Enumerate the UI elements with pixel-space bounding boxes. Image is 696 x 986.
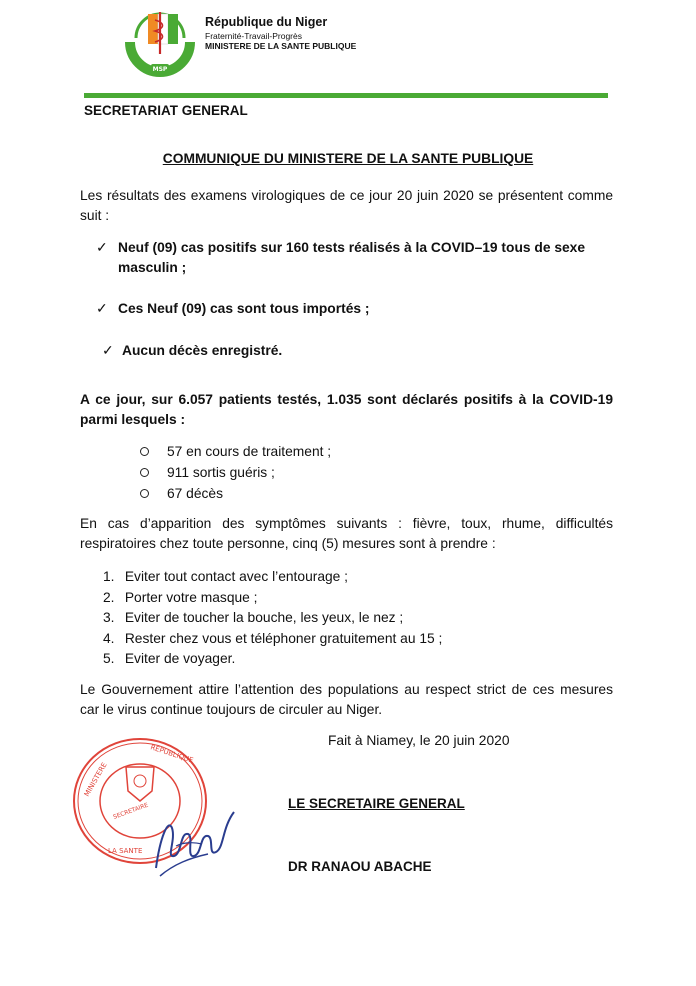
document-title: COMMUNIQUE DU MINISTERE DE LA SANTE PUBLIQUE xyxy=(162,151,534,166)
list-number: 3. xyxy=(103,610,115,625)
list-item-text: Eviter tout contact avec l’entourage ; xyxy=(124,569,349,584)
list-item-text: 911 sortis guéris ; xyxy=(167,465,275,480)
list-item-text: Eviter de voyager. xyxy=(124,651,236,666)
summary-text: A ce jour, sur 6.057 patients testés, 1.035 sont déclarés positifs à la COVID-19 parmi lesquels : xyxy=(80,392,613,427)
breakdown-list xyxy=(140,441,331,504)
header-motto: Fraternité-Travail-Progrès xyxy=(205,31,302,41)
finding-text: Aucun décès enregistré. xyxy=(122,343,283,358)
list-item xyxy=(103,567,442,588)
list-item-text: Porter votre masque ; xyxy=(124,589,258,605)
finding-text: Neuf (09) cas positifs sur 160 tests réalisés à la COVID–19 tous de sexe masculin ; xyxy=(118,240,586,275)
checkmark-icon: ✓ xyxy=(102,343,114,358)
svg-text:MINISTERE: MINISTERE xyxy=(82,761,109,798)
checkmark-icon: ✓ xyxy=(96,301,108,316)
svg-text:LA SANTE: LA SANTE xyxy=(108,847,143,855)
list-item-text: 57 en cours de traitement ; xyxy=(167,444,332,459)
circle-bullet-icon xyxy=(140,447,149,456)
intro-text: Les résultats des examens virologiques de ce jour 20 juin 2020 se présentent comme suit : xyxy=(80,188,613,223)
list-number: 1. xyxy=(103,569,115,584)
circle-bullet-icon xyxy=(140,489,149,498)
list-item xyxy=(140,483,331,504)
list-item-text: Eviter de toucher la bouche, les yeux, le nez ; xyxy=(124,610,404,625)
svg-text:REPUBLIQUE: REPUBLIQUE xyxy=(149,743,195,765)
list-item xyxy=(103,629,442,650)
list-number: 5. xyxy=(103,651,115,666)
finding-item xyxy=(96,238,613,278)
list-item xyxy=(103,608,442,629)
circle-bullet-icon xyxy=(140,468,149,477)
finding-text: Ces Neuf (09) cas sont tous importés ; xyxy=(118,301,370,316)
signature-icon xyxy=(150,798,242,880)
list-number: 4. xyxy=(103,630,115,646)
department-label: SECRETARIAT GENERAL xyxy=(84,103,248,118)
header-country: République du Niger xyxy=(205,15,328,29)
symptoms-paragraph xyxy=(80,514,613,554)
list-item xyxy=(103,649,442,670)
summary-paragraph xyxy=(80,390,613,430)
closing-text: Le Gouvernement attire l’attention des populations au respect strict de ces mesures car le virus continue toujours de circuler au Niger. xyxy=(80,682,613,717)
svg-text:SECRETAIRE: SECRETAIRE xyxy=(112,801,150,821)
intro-paragraph xyxy=(80,186,613,226)
list-item xyxy=(140,441,331,462)
finding-item xyxy=(102,341,613,361)
measures-list xyxy=(103,567,442,670)
signer-name: DR RANAOU ABACHE xyxy=(288,859,432,874)
signer-title: LE SECRETAIRE GENERAL xyxy=(288,796,465,811)
closing-paragraph xyxy=(80,680,613,720)
checkmark-icon: ✓ xyxy=(96,240,108,255)
ministry-logo-icon xyxy=(122,8,198,78)
symptoms-text: En cas d’apparition des symptômes suivants : fièvre, toux, rhume, difficultés respiratoires chez toute personne, cinq (5) mesures sont à prendre : xyxy=(80,516,613,551)
header-ministry: MINISTERE DE LA SANTE PUBLIQUE xyxy=(205,41,357,51)
svg-text:MSP: MSP xyxy=(152,66,168,73)
list-item xyxy=(140,462,331,483)
list-item xyxy=(103,588,442,609)
list-number: 2. xyxy=(103,589,115,605)
finding-item xyxy=(96,299,613,319)
header-divider xyxy=(84,93,608,98)
place-date: Fait à Niamey, le 20 juin 2020 xyxy=(328,733,510,748)
list-item-text: Rester chez vous et téléphoner gratuitement au 15 ; xyxy=(124,630,443,646)
list-item-text: 67 décès xyxy=(167,486,223,501)
